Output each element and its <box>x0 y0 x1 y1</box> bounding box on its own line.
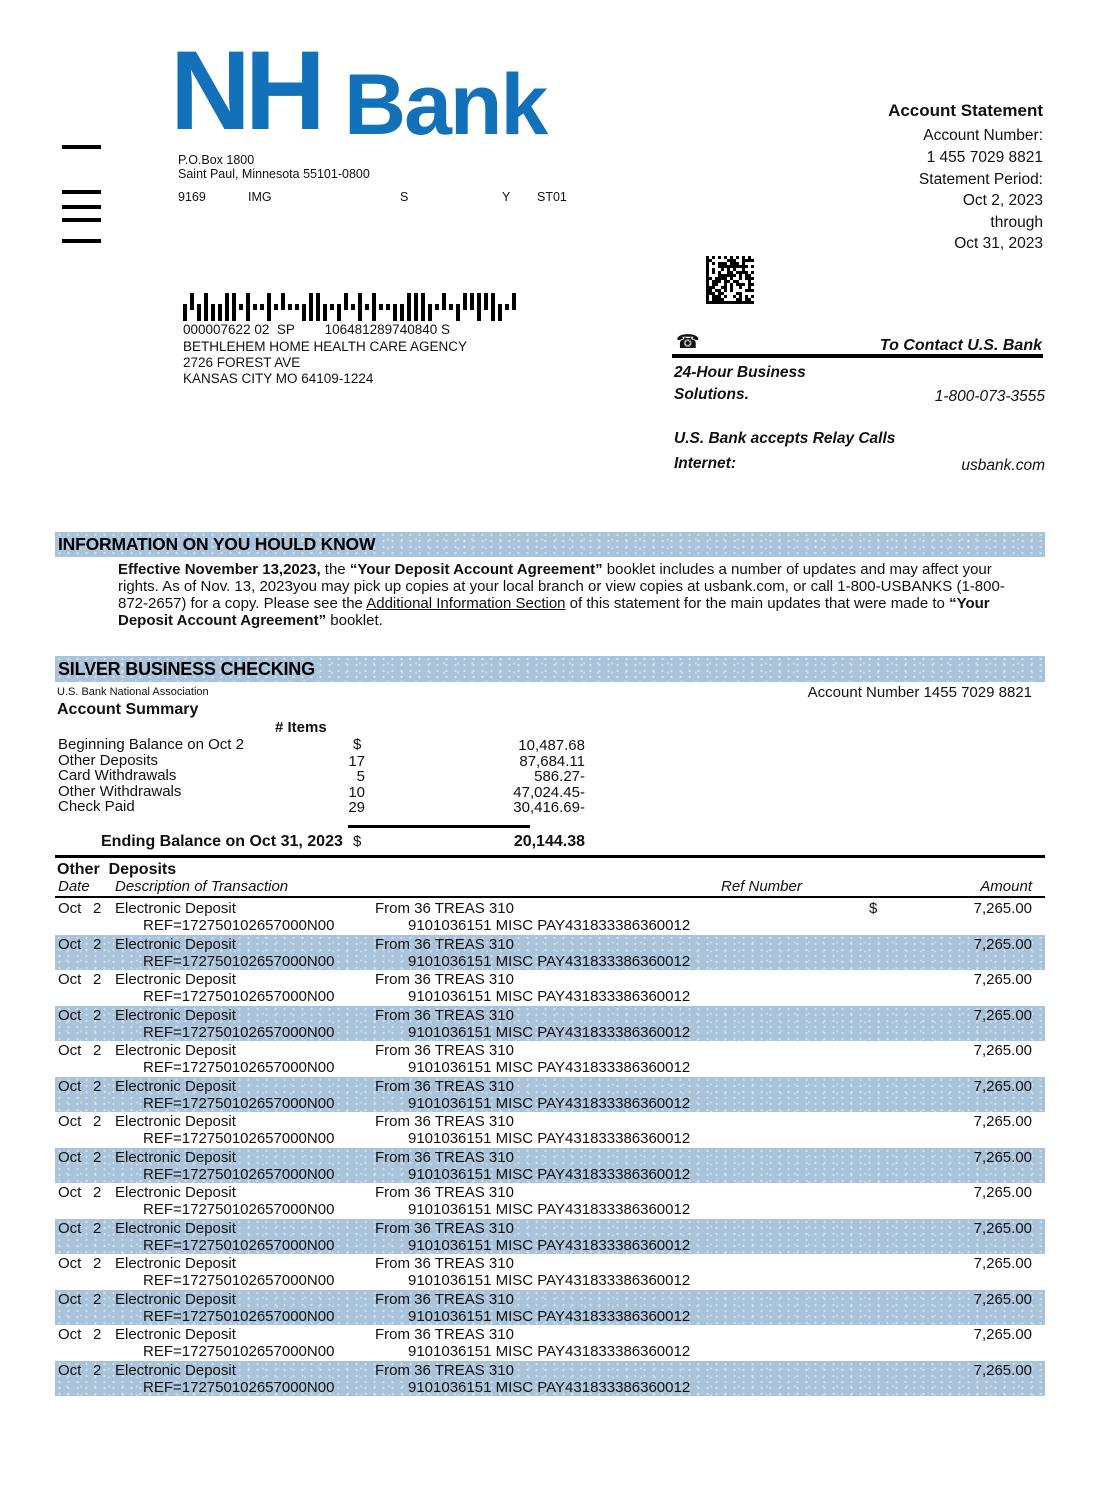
deposit-row <box>55 1219 1045 1255</box>
deposit-description: Electronic Deposit <box>115 1006 236 1024</box>
currency-symbol: $ <box>869 900 878 917</box>
deposit-row <box>55 935 1045 971</box>
statement-period-label: Statement Period: <box>918 171 1043 188</box>
summary-amount: 87,684.11 <box>519 753 585 770</box>
deposit-ref-number: REF=172750102657000N00 <box>143 1094 335 1112</box>
deposit-ref-number: REF=172750102657000N00 <box>143 1130 335 1147</box>
summary-items: 5 <box>356 768 365 785</box>
deposit-date-month: Oct <box>58 1006 82 1024</box>
relay-calls-note: U.S. Bank accepts Relay Calls <box>674 430 896 447</box>
account-summary-title: Account Summary <box>57 701 199 718</box>
deposit-ref-detail: 9101036151 MISC PAY431833386360012 <box>408 1307 691 1325</box>
date-column-header: Date <box>58 878 90 895</box>
deposit-ref-detail: 9101036151 MISC PAY431833386360012 <box>408 988 691 1005</box>
recipient-city: KANSAS CITY MO 64109-1224 <box>183 371 374 386</box>
ending-balance-row <box>55 833 1045 851</box>
deposit-amount: 7,265.00 <box>973 971 1032 988</box>
recipient-street: 2726 FOREST AVE <box>183 355 301 370</box>
meta-code: IMG <box>248 190 272 204</box>
summary-label: Other Deposits <box>58 752 159 769</box>
ending-balance-label: Ending Balance on Oct 31, 2023 <box>101 833 343 850</box>
section-account-number: Account Number 1455 7029 8821 <box>807 684 1032 701</box>
deposit-source: From 36 TREAS 310 <box>375 1219 514 1237</box>
deposit-ref-detail: 9101036151 MISC PAY431833386360012 <box>408 1236 691 1254</box>
deposit-date-month: Oct <box>58 1148 82 1166</box>
deposit-row <box>55 1041 1045 1077</box>
summary-label: Other Withdrawals <box>58 783 182 800</box>
deposit-amount: 7,265.00 <box>973 1113 1032 1130</box>
deposit-date-month: Oct <box>58 1184 82 1201</box>
deposit-ref-number: REF=172750102657000N00 <box>143 988 335 1005</box>
deposit-date-month: Oct <box>58 1113 82 1130</box>
deposit-date-day: 2 <box>93 1326 102 1343</box>
deposit-row <box>55 899 1045 935</box>
deposit-row <box>55 1254 1045 1290</box>
account-type-title: SILVER BUSINESS CHECKING <box>58 659 315 679</box>
bank-association-name: U.S. Bank National Association <box>57 686 209 698</box>
summary-row <box>55 737 1045 752</box>
statement-period-through: through <box>990 214 1043 231</box>
deposit-description: Electronic Deposit <box>115 900 236 917</box>
data-matrix-code <box>706 256 754 304</box>
website-link: usbank.com <box>961 457 1045 474</box>
deposit-ref-detail: 9101036151 MISC PAY431833386360012 <box>408 917 691 934</box>
info-text: booklet includes a number of updates and may affect your rights. As of Nov. 13, 2023you may pick up copies at your local branch or view copies at usbank.com, or call 1-800-USBANKS (1-800-872-2657) for a copy. Please see the <box>118 561 1005 612</box>
deposit-row <box>55 970 1045 1006</box>
contact-business-line2: Solutions. <box>674 386 749 403</box>
information-banner-title: INFORMATION ON YOU HOULD KNOW <box>58 534 376 554</box>
amount-column-header: Amount <box>980 878 1032 895</box>
deposit-description: Electronic Deposit <box>115 1113 236 1130</box>
deposit-source: From 36 TREAS 310 <box>375 1290 514 1308</box>
meta-code: ST01 <box>537 190 567 204</box>
information-banner <box>55 532 1045 557</box>
deposit-date-month: Oct <box>58 900 82 917</box>
summary-label: Card Withdrawals <box>58 767 177 784</box>
summary-amount: 586.27- <box>534 768 585 785</box>
summary-label: Beginning Balance on Oct 2 <box>58 736 244 753</box>
deposit-ref-detail: 9101036151 MISC PAY431833386360012 <box>408 1023 691 1041</box>
deposit-source: From 36 TREAS 310 <box>375 1006 514 1024</box>
deposit-date-day: 2 <box>93 1184 102 1201</box>
bank-logo-nh: NH <box>170 28 320 153</box>
deposit-ref-detail: 9101036151 MISC PAY431833386360012 <box>408 1094 691 1112</box>
summary-amount: 10,487.68 <box>518 737 585 754</box>
ref-column-header: Ref Number <box>721 878 802 895</box>
deposit-row <box>55 1148 1045 1184</box>
section-divider-rule <box>55 855 1045 858</box>
deposit-date-month: Oct <box>58 1361 82 1379</box>
deposit-ref-number: REF=172750102657000N00 <box>143 1165 335 1183</box>
info-underlined-section: Additional Information Section <box>366 595 566 612</box>
deposit-date-month: Oct <box>58 1042 82 1059</box>
deposit-amount: 7,265.00 <box>973 1184 1032 1201</box>
deposit-ref-detail: 9101036151 MISC PAY431833386360012 <box>408 1201 691 1218</box>
deposit-date-day: 2 <box>93 1077 102 1095</box>
deposit-amount: 7,265.00 <box>973 935 1032 953</box>
deposit-description: Electronic Deposit <box>115 1219 236 1237</box>
deposit-amount: 7,265.00 <box>973 1219 1032 1237</box>
contact-heading-rule <box>672 354 1043 358</box>
contact-phone-number: 1-800-073-3555 <box>934 388 1045 405</box>
deposit-amount: 7,265.00 <box>973 1326 1032 1343</box>
meta-code: S <box>400 190 409 204</box>
deposit-ref-number: REF=172750102657000N00 <box>143 1023 335 1041</box>
deposit-ref-detail: 9101036151 MISC PAY431833386360012 <box>408 1378 691 1396</box>
deposits-rows <box>55 899 1045 1396</box>
contact-heading: To Contact U.S. Bank <box>879 337 1042 354</box>
info-text: booklet. <box>326 612 383 629</box>
account-number-value: 1 455 7029 8821 <box>926 149 1043 166</box>
description-column-header: Description of Transaction <box>115 878 289 895</box>
registration-mark <box>62 190 101 194</box>
deposit-ref-detail: 9101036151 MISC PAY431833386360012 <box>408 1130 691 1147</box>
registration-mark <box>62 205 101 209</box>
meta-code: 9169 <box>178 190 206 204</box>
statement-title: Account Statement <box>888 101 1043 120</box>
deposit-ref-number: REF=172750102657000N00 <box>143 1378 335 1396</box>
deposit-description: Electronic Deposit <box>115 935 236 953</box>
deposit-ref-number: REF=172750102657000N00 <box>143 1059 335 1076</box>
summary-row <box>55 784 1045 799</box>
deposit-description: Electronic Deposit <box>115 971 236 988</box>
items-column-header: # Items <box>275 719 327 736</box>
summary-label: Check Paid <box>58 798 135 815</box>
deposit-description: Electronic Deposit <box>115 1290 236 1308</box>
deposit-date-day: 2 <box>93 971 102 988</box>
deposit-ref-number: REF=172750102657000N00 <box>143 1236 335 1254</box>
deposit-date-day: 2 <box>93 1255 102 1272</box>
bank-address-line2: Saint Paul, Minnesota 55101-0800 <box>178 167 370 181</box>
deposit-ref-detail: 9101036151 MISC PAY431833386360012 <box>408 1272 691 1289</box>
deposit-source: From 36 TREAS 310 <box>375 1077 514 1095</box>
deposit-ref-detail: 9101036151 MISC PAY431833386360012 <box>408 1059 691 1076</box>
deposit-date-month: Oct <box>58 1077 82 1095</box>
deposit-source: From 36 TREAS 310 <box>375 1113 514 1130</box>
bank-address-line1: P.O.Box 1800 <box>178 153 255 167</box>
deposit-source: From 36 TREAS 310 <box>375 900 514 917</box>
deposit-date-day: 2 <box>93 1006 102 1024</box>
deposits-title: Other Deposits <box>57 861 177 878</box>
deposit-description: Electronic Deposit <box>115 1042 236 1059</box>
deposit-amount: 7,265.00 <box>973 1077 1032 1095</box>
summary-items: 10 <box>348 784 365 801</box>
deposit-source: From 36 TREAS 310 <box>375 935 514 953</box>
deposit-date-month: Oct <box>58 1326 82 1343</box>
deposit-amount: 7,265.00 <box>973 900 1032 917</box>
deposit-description: Electronic Deposit <box>115 1326 236 1343</box>
deposit-row <box>55 1290 1045 1326</box>
deposit-date-month: Oct <box>58 1290 82 1308</box>
deposit-source: From 36 TREAS 310 <box>375 1361 514 1379</box>
deposit-amount: 7,265.00 <box>973 1290 1032 1308</box>
summary-amount: 47,024.45- <box>513 784 585 801</box>
deposit-description: Electronic Deposit <box>115 1184 236 1201</box>
deposit-source: From 36 TREAS 310 <box>375 971 514 988</box>
deposit-ref-number: REF=172750102657000N00 <box>143 917 335 934</box>
deposit-ref-number: REF=172750102657000N00 <box>143 1201 335 1218</box>
statement-period-start: Oct 2, 2023 <box>962 192 1043 209</box>
deposit-date-month: Oct <box>58 1255 82 1272</box>
deposit-description: Electronic Deposit <box>115 1077 236 1095</box>
statement-period-end: Oct 31, 2023 <box>954 235 1043 252</box>
deposit-ref-number: REF=172750102657000N00 <box>143 952 335 970</box>
mail-code-line: 000007622 02 SP 106481289740840 S <box>183 322 450 337</box>
deposit-amount: 7,265.00 <box>973 1255 1032 1272</box>
deposit-description: Electronic Deposit <box>115 1148 236 1166</box>
deposit-date-day: 2 <box>93 1219 102 1237</box>
currency-symbol: $ <box>353 736 362 753</box>
account-type-banner <box>55 656 1045 682</box>
ending-balance-amount: 20,144.38 <box>513 833 585 850</box>
deposit-date-month: Oct <box>58 971 82 988</box>
deposit-amount: 7,265.00 <box>973 1006 1032 1024</box>
registration-mark <box>62 239 101 243</box>
info-text: of this statement for the main updates that were made to <box>565 595 950 612</box>
deposit-date-day: 2 <box>93 1290 102 1308</box>
table-header-rule <box>55 896 1045 898</box>
contact-business-line1: 24-Hour Business <box>674 364 806 381</box>
deposit-row <box>55 1077 1045 1113</box>
meta-code: Y <box>502 190 511 204</box>
info-bold-agreement: “Your Deposit Account Agreement” <box>349 561 603 578</box>
deposit-amount: 7,265.00 <box>973 1361 1032 1379</box>
deposit-date-day: 2 <box>93 1113 102 1130</box>
deposit-row <box>55 1183 1045 1219</box>
deposit-source: From 36 TREAS 310 <box>375 1184 514 1201</box>
deposit-date-day: 2 <box>93 935 102 953</box>
info-bold-agreement2: “Your Deposit Account Agreement” <box>118 595 990 629</box>
deposit-source: From 36 TREAS 310 <box>375 1148 514 1166</box>
summary-items: 29 <box>348 799 365 816</box>
ending-balance-overline <box>348 825 530 828</box>
intelligent-mail-barcode <box>183 293 520 321</box>
deposit-amount: 7,265.00 <box>973 1042 1032 1059</box>
internet-label: Internet: <box>674 455 736 472</box>
deposit-source: From 36 TREAS 310 <box>375 1326 514 1343</box>
summary-items: 17 <box>348 753 365 770</box>
deposit-description: Electronic Deposit <box>115 1255 236 1272</box>
recipient-name: BETHLEHEM HOME HEALTH CARE AGENCY <box>183 339 468 354</box>
deposit-date-month: Oct <box>58 935 82 953</box>
deposit-row <box>55 1006 1045 1042</box>
deposit-ref-detail: 9101036151 MISC PAY431833386360012 <box>408 1165 691 1183</box>
deposit-row <box>55 1325 1045 1361</box>
deposit-source: From 36 TREAS 310 <box>375 1042 514 1059</box>
bank-logo-bank: Bank <box>344 57 547 153</box>
phone-icon: ☎ <box>676 332 700 353</box>
deposit-ref-detail: 9101036151 MISC PAY431833386360012 <box>408 952 691 970</box>
deposit-description: Electronic Deposit <box>115 1361 236 1379</box>
information-paragraph <box>118 561 1013 629</box>
info-text: the <box>320 561 350 578</box>
deposit-ref-detail: 9101036151 MISC PAY431833386360012 <box>408 1343 691 1360</box>
deposit-date-day: 2 <box>93 1361 102 1379</box>
deposit-source: From 36 TREAS 310 <box>375 1255 514 1272</box>
deposit-amount: 7,265.00 <box>973 1148 1032 1166</box>
deposit-date-day: 2 <box>93 1148 102 1166</box>
deposit-date-day: 2 <box>93 1042 102 1059</box>
currency-symbol: $ <box>353 833 362 850</box>
deposit-date-day: 2 <box>93 900 102 917</box>
info-bold-effective: Effective November 13,2023, <box>118 561 321 578</box>
deposit-ref-number: REF=172750102657000N00 <box>143 1343 335 1360</box>
summary-row <box>55 799 1045 814</box>
registration-mark <box>62 145 101 149</box>
deposit-row <box>55 1112 1045 1148</box>
account-number-label: Account Number: <box>923 127 1043 144</box>
summary-row <box>55 753 1045 768</box>
summary-row <box>55 768 1045 783</box>
deposit-ref-number: REF=172750102657000N00 <box>143 1272 335 1289</box>
summary-amount: 30,416.69- <box>513 799 585 816</box>
deposit-ref-number: REF=172750102657000N00 <box>143 1307 335 1325</box>
deposit-date-month: Oct <box>58 1219 82 1237</box>
deposit-row <box>55 1361 1045 1397</box>
registration-mark <box>62 218 101 222</box>
deposits-header-row <box>55 878 1045 895</box>
